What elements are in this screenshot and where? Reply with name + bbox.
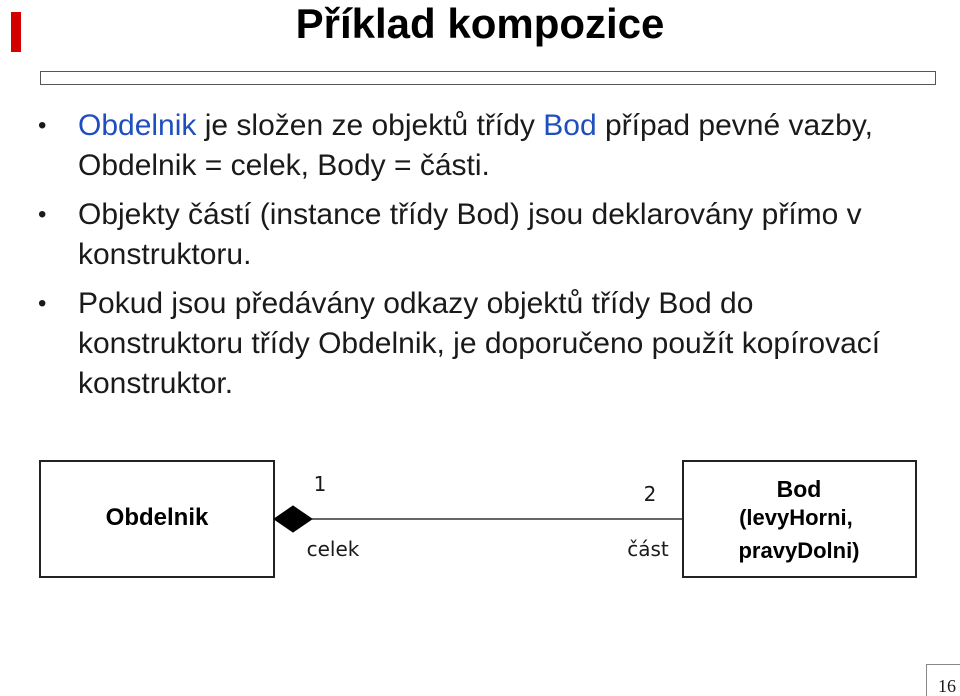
class-attributes-line-2: pravyDolni): [738, 538, 860, 563]
composition-diamond-icon: [274, 506, 312, 532]
bullet-1-seg-4: případ pevné vazby, Obdelnik = celek, Body = části.: [78, 109, 873, 182]
bullet-dot-icon: •: [38, 290, 47, 317]
part-role: část: [627, 537, 669, 561]
bullet-3-text: Pokud jsou předávány odkazy objektů třídy Bod do konstruktoru třídy Obdelnik, je doporučeno použít kopírovací konstruktor.: [78, 287, 881, 400]
class-name-obdelnik: Obdelnik: [105, 504, 209, 531]
class-attributes-line-1: (levyHorni,: [739, 505, 853, 530]
bullet-1-seg-1: Obdelnik: [78, 109, 197, 142]
slide-title: Příklad kompozice: [295, 0, 665, 47]
bullet-1-seg-3: Bod: [543, 109, 597, 142]
bullet-1-seg-2: je složen ze objektů třídy: [196, 109, 544, 142]
whole-role: celek: [306, 537, 360, 561]
whole-multiplicity: 1: [313, 472, 327, 496]
bullet-dot-icon: •: [38, 112, 47, 139]
bullet-dot-icon: •: [38, 201, 47, 228]
page-number: 16: [938, 676, 956, 696]
class-name-bod: Bod: [776, 476, 822, 502]
part-multiplicity: 2: [643, 482, 657, 506]
bullet-2-text: Objekty částí (instance třídy Bod) jsou deklarovány přímo v konstruktoru.: [78, 198, 862, 271]
